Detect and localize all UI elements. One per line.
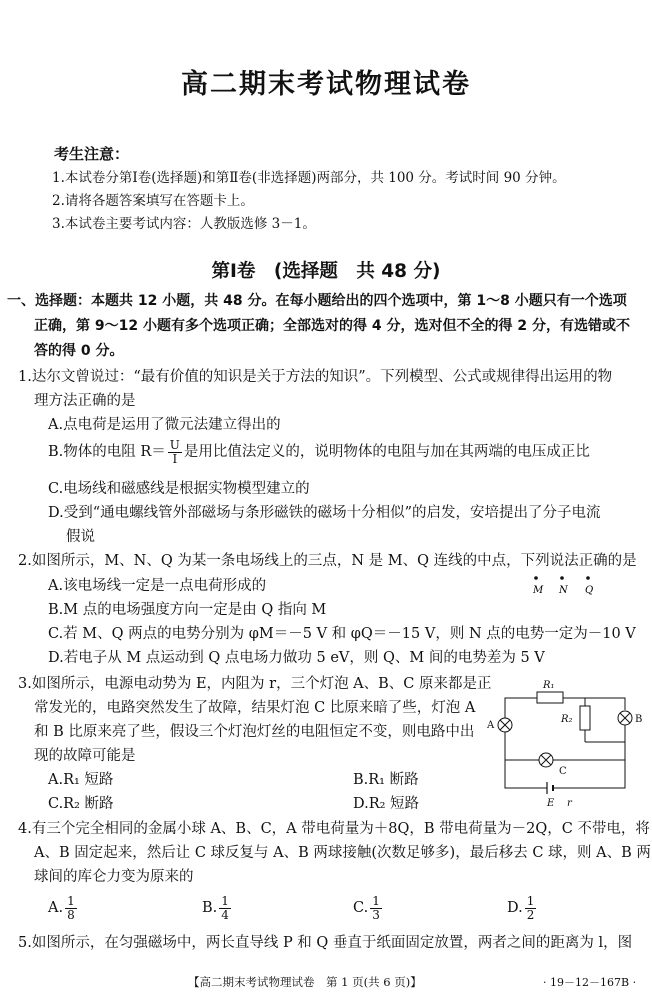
option-label: C. — [353, 900, 369, 916]
lamp-c-cross — [541, 755, 551, 765]
question-1-option-d-cont: 假说 — [66, 529, 95, 545]
question-4-stem: 球间的库仑力变为原来的 — [34, 869, 194, 885]
wire-top-right — [563, 698, 625, 710]
label-n: N — [559, 585, 568, 596]
footer-code: · 19－12－167B · — [543, 976, 637, 989]
question-4-option-a — [48, 893, 79, 923]
question-4-stem: 4.有三个完全相同的金属小球 A、B、C，A 带电荷量为＋8Q，B 带电荷量为－2Q，C 不带电，将 — [18, 821, 650, 837]
question-2-option-c: C.若 M、Q 两点的电势分别为 φM＝－5 V 和 φQ＝－15 V，则 N 点的电势一定为－10 V — [48, 626, 636, 642]
field-line-points-figure — [530, 574, 630, 598]
point-q — [586, 576, 590, 580]
fraction — [219, 895, 231, 922]
question-1-option-d: D.受到“通电螺线管外部磁场与条形磁铁的磁场十分相似”的启发，安培提出了分子电流 — [48, 505, 601, 521]
question-3-option-b: B.R₁ 断路 — [353, 772, 419, 788]
fraction-numerator: 1 — [67, 893, 75, 908]
label-e: E — [547, 798, 555, 809]
question-1-stem: 1.达尔文曾说过：“最有价值的知识是关于方法的知识”。下列模型、公式或规律得出运用的物 — [18, 369, 613, 385]
fraction-denominator: 8 — [67, 907, 75, 922]
lamp-a-cross — [500, 720, 510, 730]
question-1-option-b — [48, 437, 590, 467]
fraction-numerator: 1 — [526, 893, 535, 908]
option-label: D. — [507, 900, 523, 916]
wire-top-left — [505, 698, 537, 718]
wire-right-down — [585, 725, 625, 742]
notice-item: 1.本试卷分第Ⅰ卷(选择题)和第Ⅱ卷(非选择题)两部分，共 100 分。考试时间 90 分钟。 — [52, 170, 566, 186]
label-m: M — [533, 585, 544, 596]
wire-lamp-c-right — [553, 742, 625, 760]
fraction — [525, 895, 537, 922]
section-title: 第Ⅰ卷 (选择题 共 48 分) — [211, 261, 441, 282]
page-footer: 【高二期末考试物理试卷 第 1 页(共 6 页)】 — [188, 975, 422, 989]
question-3-stem: 现的故障可能是 — [34, 748, 136, 764]
instructions-line: 正确，第 9～12 小题有多个选项正确；全部选对的得 4 分，选对但不全的得 2 分，有选错或不 — [34, 318, 630, 334]
fraction — [65, 895, 77, 922]
question-5-stem: 5.如图所示，在匀强磁场中，两长直导线 P 和 Q 垂直于纸面固定放置，两者之间的距离为 l，图 — [18, 935, 633, 951]
question-3-stem: 常发光的，电路突然发生了故障，结果灯泡 C 比原来暗了些，灯泡 A — [34, 700, 476, 716]
question-2-option-a: A.该电场线一定是一点电荷形成的 — [48, 578, 267, 594]
question-1-option-a: A.点电荷是运用了微元法建立得出的 — [48, 417, 281, 433]
label-q: Q — [585, 585, 594, 596]
question-3-option-c: C.R₂ 断路 — [48, 796, 114, 812]
fraction-numerator: 1 — [372, 893, 380, 908]
label-a: A — [487, 720, 495, 731]
question-2-stem: 2.如图所示，M、N、Q 为某一条电场线上的三点，N 是 M、Q 连线的中点，下列说法正确的是 — [18, 553, 637, 569]
point-m — [534, 576, 538, 580]
label-r2: R₂ — [561, 714, 573, 725]
fraction-numerator: 1 — [221, 893, 229, 908]
label-r: r — [567, 798, 572, 809]
question-4-option-d — [507, 893, 538, 923]
option-label: A. — [48, 900, 64, 916]
instructions-line: 答的得 0 分。 — [34, 343, 124, 359]
label-r1: R₁ — [543, 680, 555, 691]
option-label: B. — [202, 900, 218, 916]
question-1-stem: 理方法正确的是 — [34, 393, 136, 409]
fraction-denominator: 3 — [372, 907, 380, 922]
option-b-suffix: 是用比值法定义的，说明物体的电阻与加在其两端的电压成正比 — [183, 444, 590, 460]
fraction-denominator: 4 — [221, 907, 229, 922]
fraction-u-over-i — [168, 439, 182, 466]
notice-item: 2.请将各题答案填写在答题卡上。 — [52, 193, 254, 209]
question-3-stem: 3.如图所示，电源电动势为 E，内阻为 r，三个灯泡 A、B、C 原来都是正 — [18, 676, 492, 692]
question-4-stem: A、B 固定起来，然后让 C 球反复与 A、B 两球接触(次数足够多)，最后移去 C 球，则 A、B 两 — [34, 845, 651, 861]
question-3-option-a: A.R₁ 短路 — [48, 772, 114, 788]
label-c: C — [559, 766, 567, 777]
option-b-prefix: B.物体的电阻 R＝ — [48, 444, 166, 460]
resistor-r1 — [537, 692, 563, 703]
label-b: B — [635, 714, 643, 725]
fraction-denominator: I — [172, 451, 178, 466]
lamp-b-cross — [620, 713, 630, 723]
notice-heading: 考生注意： — [54, 145, 130, 163]
notice-item: 3.本试卷主要考试内容：人教版选修 3－1。 — [52, 216, 316, 232]
question-2-option-d: D.若电子从 M 点运动到 Q 点电场力做功 5 eV，则 Q、M 间的电势差为 5 V — [48, 650, 545, 666]
question-3-stem: 和 B 比原来亮了些，假设三个灯泡灯丝的电阻恒定不变，则电路中出 — [34, 724, 475, 740]
question-1-option-c: C.电场线和磁感线是根据实物模型建立的 — [48, 481, 310, 497]
question-3-option-d: D.R₂ 短路 — [353, 796, 420, 812]
page-title: 高二期末考试物理试卷 — [181, 69, 471, 100]
fraction-numerator: U — [169, 437, 180, 452]
fraction — [370, 895, 382, 922]
question-4-option-b — [202, 893, 233, 923]
question-4-option-c — [353, 893, 384, 923]
circuit-diagram — [485, 670, 645, 810]
instructions-line: 一、选择题：本题共 12 小题，共 48 分。在每小题给出的四个选项中，第 1～8 小题只有一个选项 — [7, 293, 627, 309]
fraction-denominator: 2 — [526, 907, 535, 922]
question-2-option-b: B.M 点的电场强度方向一定是由 Q 指向 M — [48, 602, 327, 618]
point-n — [560, 576, 564, 580]
resistor-r2 — [580, 706, 590, 730]
